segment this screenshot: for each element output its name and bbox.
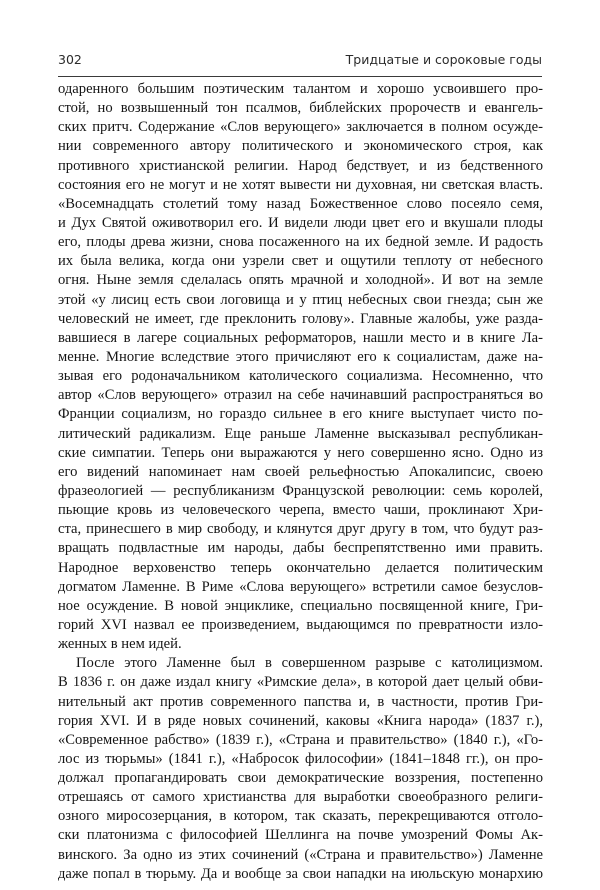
text-line: огня. Ныне земля сделалась опять мрачной и холодной». И вот на земле: [58, 272, 543, 289]
text-line: ста, принесшего в мир свободу, и клянутся друг другу в том, что будут раз-: [58, 521, 543, 538]
text-line: нии современного автору политического и экономического строя, как: [58, 138, 543, 155]
text-line: состояния его не могут и не хотят вывести ни духовная, ни светская власть.: [58, 176, 543, 193]
text-line: вавшиеся в лагере социальных реформаторов, нашли место и в книге Ла-: [58, 329, 543, 346]
paragraph-first-line: После этого Ламенне был в совершенном разрыве с католицизмом.: [76, 655, 543, 672]
text-line: горий XVI назвал ее произведением, выдающимся по превратности изло-: [58, 616, 543, 633]
text-line: вращать подвластные им народы, дабы беспрепятственно ими править.: [58, 540, 543, 557]
text-line: ских притч. Содержание «Слов верующего» заключается в полном осужде-: [58, 119, 543, 136]
text-line: менне. Многие вследствие этого причисляют его к социалистам, даже на-: [58, 348, 543, 365]
text-line: и Дух Святой оживотворил его. И видели люди цвет его и вкушали плоды: [58, 214, 543, 231]
text-line: одаренного большим поэтическим талантом и хорошо усвоившего про-: [58, 81, 543, 97]
text-line: Народное верховенство теперь окончательно делается политическим: [58, 559, 543, 576]
text-line: ские симпатии. Теперь они выражаются у него совершенно ясно. Одно из: [58, 444, 543, 461]
text-line: зывая его родоначальником католического социализма. Несомненно, что: [58, 368, 543, 385]
text-line: его, плоды древа жизни, снова посаженного на их бедной земле. И радость: [58, 234, 543, 251]
header-rule: [58, 76, 542, 77]
section-title: Тридцатые и сороковые годы: [345, 52, 542, 67]
text-line: ски платонизма с философией Шеллинга на почве умозрений Фомы Ак-: [58, 827, 543, 844]
text-line: догматом Ламенне. В Риме «Слова верующего» встретили самое безуслов-: [58, 578, 543, 595]
text-line: ное осуждение. В новой энциклике, специально посвященной книге, Гри-: [58, 597, 543, 614]
text-line: «Восемнадцать столетий тому назад Божественное слово посеяло семя,: [58, 195, 543, 212]
body-text: [58, 80, 543, 884]
text-line: противного христианской религии. Народ бедствует, и из бедственного: [58, 157, 543, 174]
text-line: их была велика, когда они узрели свет и ощутили теплоту от небесного: [58, 253, 543, 270]
text-line: человеский не имеет, где преклонить голову». Главные жалобы, уже разда-: [58, 310, 543, 327]
text-line: даже попал в тюрьму. Да и вообще за свои нападки на июльскую монархию: [58, 865, 543, 882]
text-line: Франции социализм, но гораздо сильнее в его книге выступает чисто по-: [58, 406, 543, 423]
text-line: его видений напоминает нам своей рельефностью Апокалипсис, своею: [58, 463, 543, 480]
text-line: этой «у лисиц есть свои логовища и у птиц небесных свои гнезда; сын же: [58, 291, 543, 308]
text-line: лос из тюрьмы» (1841 г.), «Набросок философии» (1841–1848 гг.), он про-: [58, 750, 543, 767]
text-line: автор «Слов верующего» отразил на себе начинавший распространяться во: [58, 387, 543, 404]
page-number: 302: [58, 52, 82, 67]
text-line: В 1836 г. он даже издал книгу «Римские дела», в которой дает целый обви-: [58, 674, 543, 691]
text-line: стой, но возвышенный тон псалмов, библейских пророчеств и евангель-: [58, 100, 543, 117]
text-line: литический радикализм. Еще раньше Ламенне высказывал республикан-: [58, 425, 543, 442]
text-line: нительный акт против современного папства и, в частности, против Гри-: [58, 693, 543, 710]
text-line: отрешаясь от самого христианства для выработки своеобразного религи-: [58, 789, 543, 806]
text-line: озного миросозерцания, в котором, так сказать, перекрещиваются отголо-: [58, 808, 543, 825]
running-head: [58, 52, 542, 72]
text-line: пьющие кровь из человеческого черепа, вместо чаши, проклинают Хри-: [58, 502, 543, 519]
text-line: гория XVI. И в ряде новых сочинений, каковы «Книга народа» (1837 г.),: [58, 712, 543, 729]
text-line: винского. За одно из этих сочинений («Страна и правительство») Ламенне: [58, 846, 543, 863]
text-line: должал пропагандировать свои демократические воззрения, постепенно: [58, 770, 543, 787]
paragraph-last-line: женных в нем идей.: [58, 636, 182, 653]
text-line: фразеологией — республиканизм Французской революции: семь королей,: [58, 482, 543, 499]
text-line: «Современное рабство» (1839 г.), «Страна и правительство» (1840 г.), «Го-: [58, 731, 543, 748]
